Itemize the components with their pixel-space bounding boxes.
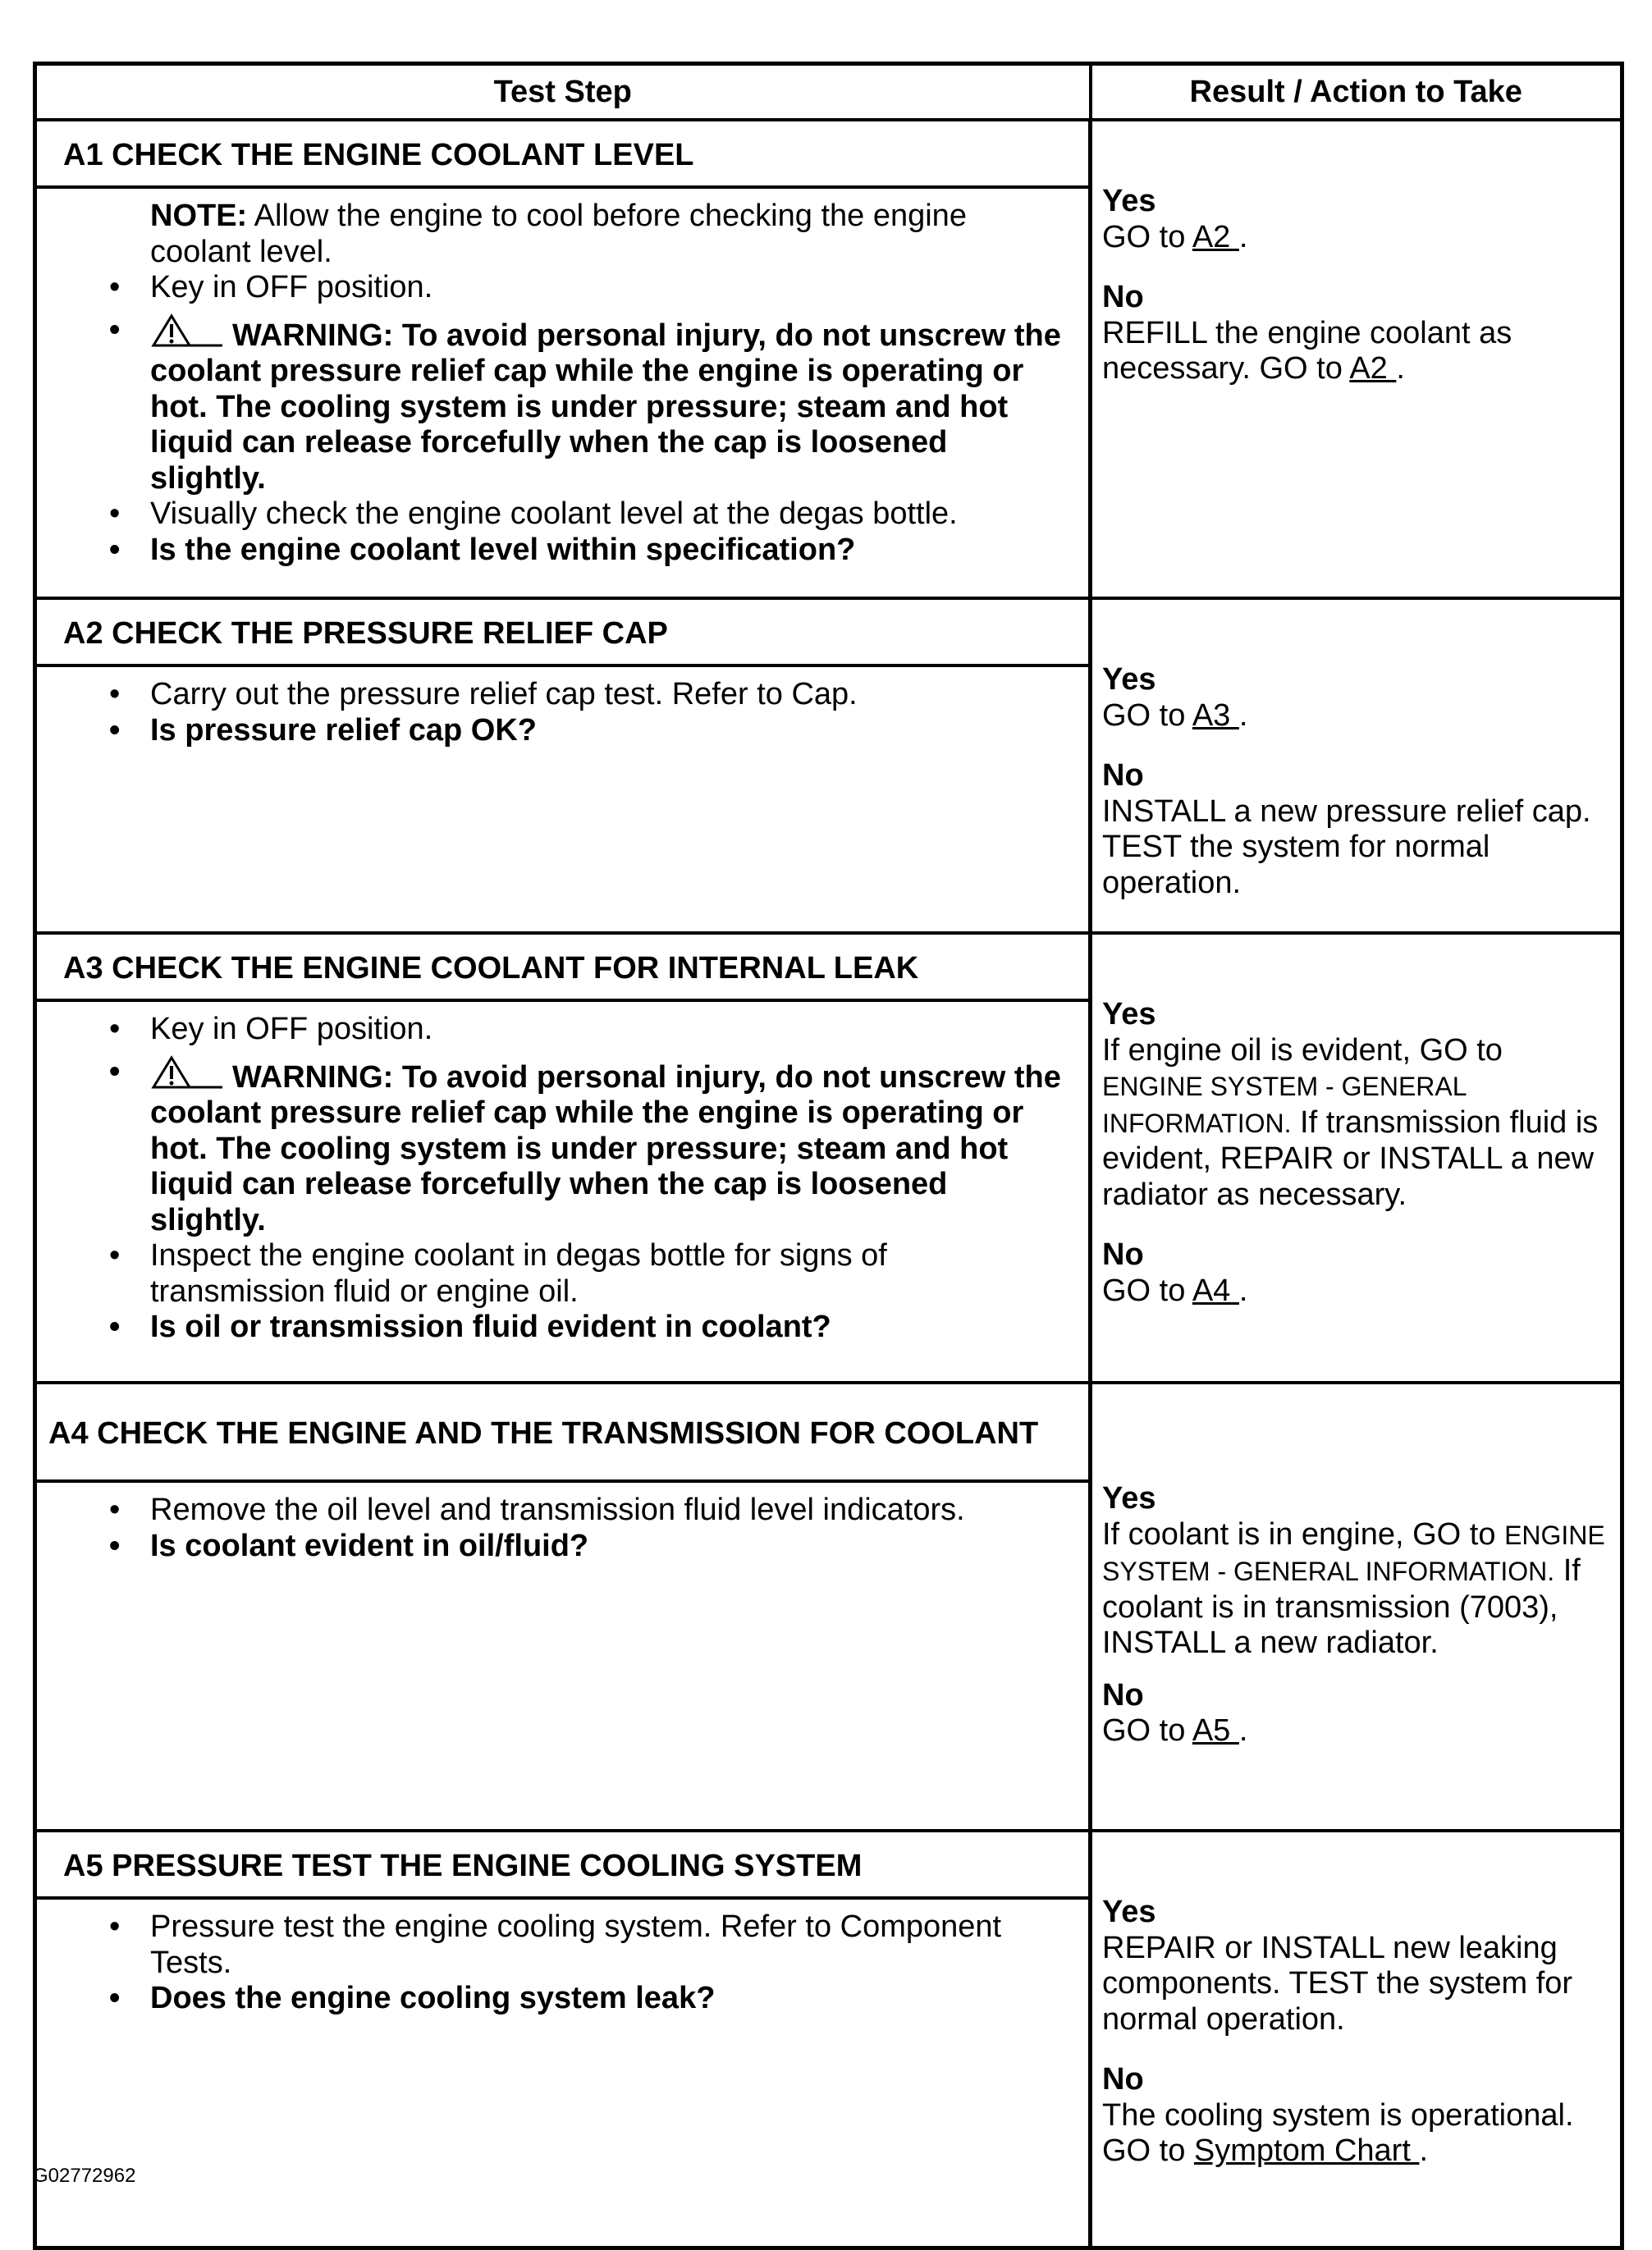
step-a1-yes-link[interactable]: A2 [1192,219,1239,254]
step-a2-question: • Is pressure relief cap OK? [37,713,1067,749]
step-a5-title: A5 PRESSURE TEST THE ENGINE COOLING SYSTEM [35,1831,1091,1898]
step-a1-yes-end: . [1238,219,1248,254]
step-a3-title-row [35,933,1622,1000]
step-a3-yes-text: If engine oil is evident, GO to [1102,1032,1503,1068]
step-a2-item1: • Carry out the pressure relief cap test. Refer to Cap. [37,677,1067,713]
step-a5-item1: • Pressure test the engine cooling system. Refer to Component Tests. [37,1909,1067,1981]
step-a1-yes-text: GO to [1102,219,1192,254]
step-a4-question: • Is coolant evident in oil/fluid? [37,1529,1067,1565]
step-a3-yes-label: Yes [1102,997,1156,1031]
step-a3-no-label: No [1102,1237,1144,1272]
step-a3-warning [37,1054,1067,1239]
step-a2-no-label: No [1102,758,1144,793]
step-a4-no-link[interactable]: A5 [1192,1713,1239,1748]
step-a4-title [35,1383,1091,1481]
step-a2-title: A2 CHECK THE PRESSURE RELIEF CAP [35,598,1091,665]
step-a4-title-text: A4 CHECK THE ENGINE AND THE TRANSMISSION FOR COOLANT [48,1416,1039,1451]
step-a4-no-end: . [1238,1713,1248,1748]
figure-id: G02772962 [33,2165,136,2187]
step-a5-yes-text: REPAIR or INSTALL new leaking components. TEST the system for normal operation. [1102,1930,1573,2037]
step-a5-result [1091,1831,1622,2248]
step-a2-yes-text: GO to [1102,697,1192,733]
step-a1-item2: • Visually check the engine coolant level at the degas bottle. [37,496,1067,533]
step-a1-yes-label: Yes [1102,184,1156,218]
step-a2-body [35,665,1091,933]
step-a4-yes-ref: ENGINE SYSTEM - GENERAL INFORMATION. [1102,1520,1605,1586]
step-a2-yes-end: . [1238,697,1248,733]
step-a2-result [1091,598,1622,933]
header-test-step: Test Step [35,64,1091,121]
step-a3-question: • Is oil or transmission fluid evident in coolant? [37,1310,1067,1346]
step-a4-yes-text2: If coolant is in transmission (7003), INSTALL a new radiator. [1102,1553,1581,1660]
step-a1-no-link[interactable]: A2 [1349,351,1397,386]
step-a3-yes-text2: If transmission fluid is evident, REPAIR or INSTALL a new radiator as necessary. [1102,1104,1599,1212]
step-a3-title: A3 CHECK THE ENGINE COOLANT FOR INTERNAL LEAK [35,933,1091,1000]
step-a5-yes-label: Yes [1102,1895,1156,1929]
step-a5-question: • Does the engine cooling system leak? [37,1981,1067,2017]
step-a1-no-end: . [1396,351,1405,386]
step-a1-result [1091,120,1622,598]
step-a4-result [1091,1383,1622,1831]
step-a3-item2: • Inspect the engine coolant in degas bottle for signs of transmission fluid or engine oil. [37,1238,1067,1310]
step-a1-title-row [35,120,1622,187]
step-a2-no-text: INSTALL a new pressure relief cap. TEST the system for normal operation. [1102,793,1591,900]
warning-text: WARNING: To avoid personal injury, do not unscrew the coolant pressure relief cap while the engine is operating or hot. The cooling system is under pressure; steam and hot liquid can release forcefully when the cap is loosened slightly. [150,1059,1061,1237]
header-result-action: Result / Action to Take [1091,64,1622,121]
warning-text: WARNING: To avoid personal injury, do not unscrew the coolant pressure relief cap while the engine is operating or hot. The cooling system is under pressure; steam and hot liquid can release forcefully when the cap is loosened slightly. [150,318,1061,496]
step-a3-yes-ref: ENGINE SYSTEM - GENERAL INFORMATION. [1102,1072,1467,1138]
table-header-row [35,64,1622,121]
step-a5-body [35,1898,1091,2248]
note-label: NOTE: [150,199,248,233]
step-a3-result [1091,933,1622,1383]
warning-triangle-icon [150,1054,222,1091]
step-a5-no-label: No [1102,2062,1144,2097]
step-a1-note [37,199,1067,270]
step-a4-body [35,1481,1091,1831]
step-a3-no-end: . [1238,1273,1248,1308]
step-a4-item1: • Remove the oil level and transmission fluid level indicators. [37,1493,1067,1529]
step-a2-yes-label: Yes [1102,662,1156,697]
step-a3-body [35,1000,1091,1383]
step-a5-no-end: . [1419,2133,1429,2168]
step-a4-yes-label: Yes [1102,1481,1156,1516]
step-a3-item1: • Key in OFF position. [37,1012,1067,1048]
note-text: Allow the engine to cool before checking the engine coolant level. [150,199,967,269]
step-a4-yes-text: If coolant is in engine, GO to [1102,1516,1505,1552]
step-a4-no-label: No [1102,1677,1144,1713]
step-a4-title-row [35,1383,1622,1481]
diagnostic-table [33,62,1624,2250]
step-a5-no-link[interactable]: Symptom Chart [1193,2133,1420,2168]
step-a2-yes-link[interactable]: A3 [1192,697,1239,733]
step-a1-title: A1 CHECK THE ENGINE COOLANT LEVEL [35,120,1091,187]
step-a1-item1: • Key in OFF position. [37,270,1067,306]
step-a5-no-text: The cooling system is operational. GO to [1102,2097,1574,2168]
step-a3-no-text: GO to [1102,1273,1192,1308]
step-a1-no-text: REFILL the engine coolant as necessary. GO to [1102,315,1512,386]
step-a4-no-text: GO to [1102,1713,1192,1748]
step-a2-title-row [35,598,1622,665]
step-a1-body [35,187,1091,598]
step-a1-warning [37,313,1067,497]
warning-triangle-icon [150,313,222,349]
step-a1-no-label: No [1102,280,1144,314]
step-a3-no-link[interactable]: A4 [1192,1273,1239,1308]
step-a1-question: • Is the engine coolant level within specification? [37,533,1067,569]
step-a5-title-row [35,1831,1622,1898]
